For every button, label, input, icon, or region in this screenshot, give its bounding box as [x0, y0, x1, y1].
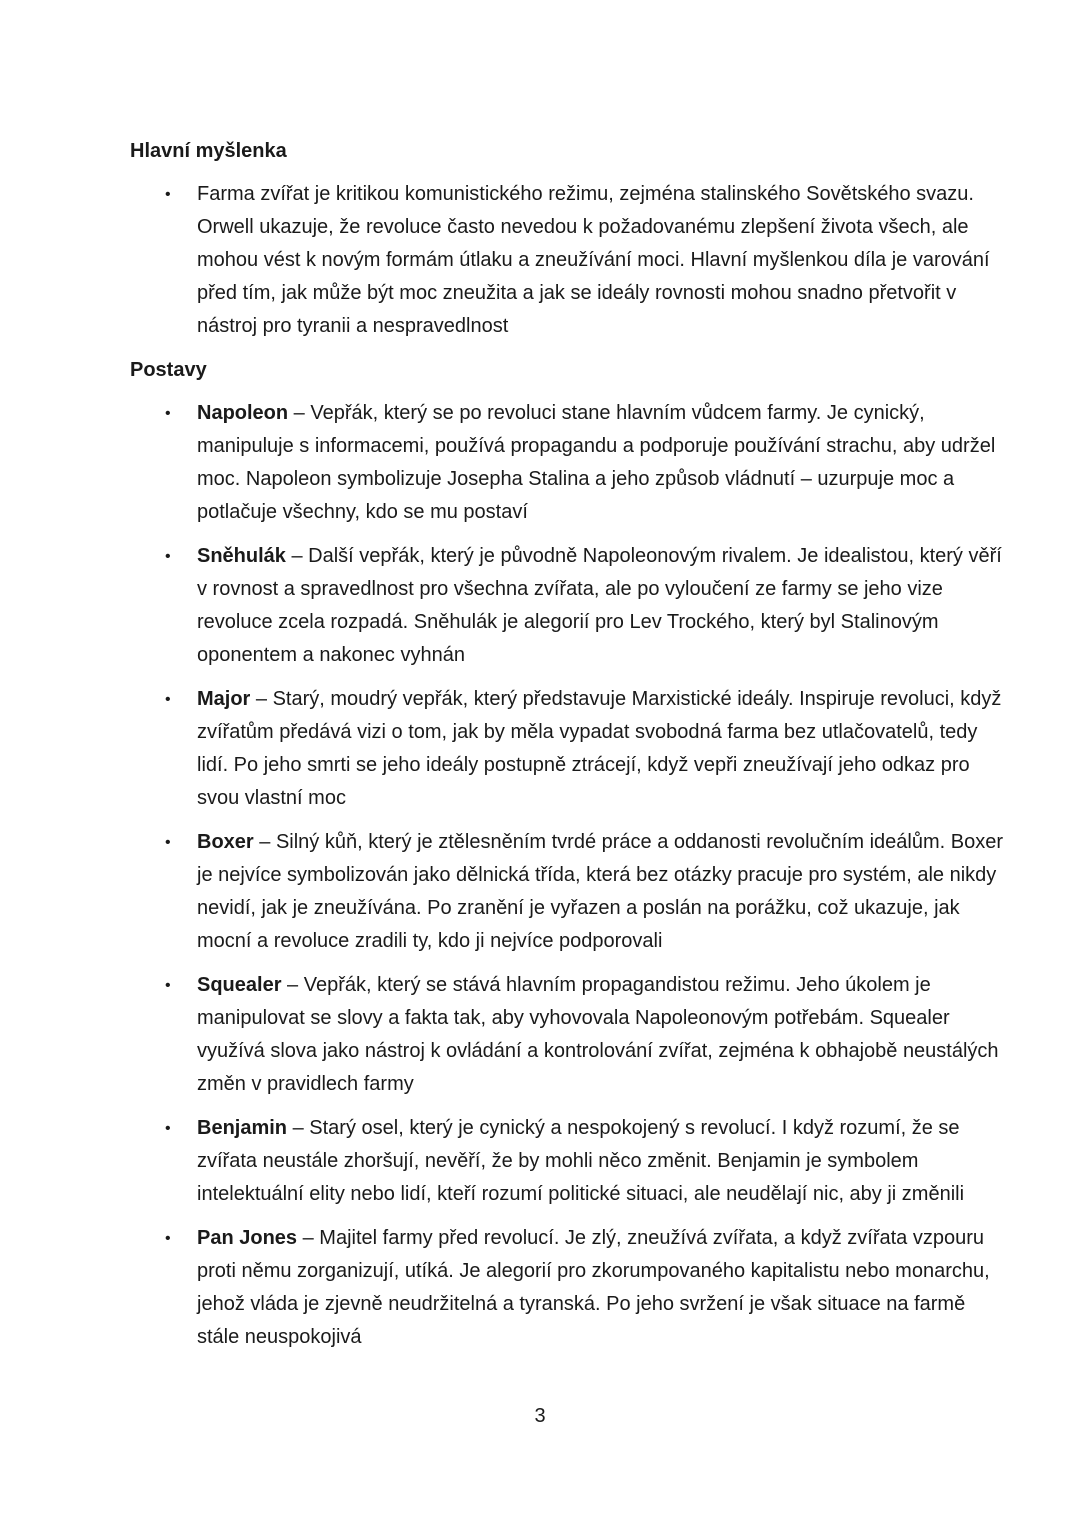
list-item-benjamin: [130, 1112, 1008, 1211]
item-separator: –: [281, 974, 304, 996]
character-name: Pan Jones: [197, 1227, 298, 1249]
list-item-text: [197, 1222, 1008, 1354]
list-item-napoleon: [130, 397, 1008, 529]
bullet-icon: •: [165, 405, 171, 422]
item-description: Farma zvířat je kritikou komunistického režimu, zejména stalinského Sovětského svazu. Orwell ukazuje, že revoluce často nevedou k požadovanému zlepšení života všech, ale mohou vést k novým formám útlaku a zneužívání moci. Hlavní myšlenkou díla je varování před tím, jak může být moc zneužita a jak se ideály rovnosti mohou snadno přetvořit v nástroj pro tyranii a nespravedlnost: [197, 183, 990, 337]
list-item-boxer: [130, 826, 1008, 958]
character-name: Squealer: [197, 974, 282, 996]
bullet-icon: •: [165, 548, 171, 565]
bullet-icon: •: [165, 834, 171, 851]
character-description: Starý, moudrý vepřák, který představuje Marxistické ideály. Inspiruje revoluci, když zvířatům předává vizi o tom, jak by měla vypadat svobodná farma bez utlačovatelů, tedy lidí. Po jeho smrti se jeho ideály postupně ztrácejí, když vepři zneužívají jeho odkaz pro svou vlastní moc: [197, 688, 1002, 809]
character-name: Napoleon: [197, 402, 289, 424]
bullet-icon: •: [165, 977, 171, 994]
item-separator: –: [285, 545, 309, 567]
characters-list: [130, 397, 1008, 1354]
character-name: Sněhulák: [197, 545, 286, 567]
list-item-major: [130, 683, 1008, 815]
list-item-snehulak: [130, 540, 1008, 672]
item-separator: –: [287, 1117, 310, 1139]
character-name: Major: [197, 688, 251, 710]
item-separator: –: [288, 402, 311, 424]
character-description: Silný kůň, který je ztělesněním tvrdé práce a oddanosti revolučním ideálům. Boxer je nejvíce symbolizován jako dělnická třída, která bez otázky pracuje pro systém, ale nikdy nevidí, jak je zneužívána. Po zranění je vyřazen a poslán na porážku, což ukazuje, jak mocní a revoluce zradili ty, kdo ji nejvíce podporovali: [197, 831, 1003, 952]
list-item-text: [197, 540, 1008, 672]
list-item-text: [197, 1112, 1008, 1211]
character-description: Starý osel, který je cynický a nespokojený s revolucí. I když rozumí, že se zvířata neustále zhoršují, nevěří, že by mohli něco změnit. Benjamin je symbolem intelektuální elity nebo lidí, kteří rozumí politické situaci, ale neudělají nic, aby ji změnili: [197, 1117, 965, 1205]
character-name: Boxer: [197, 831, 254, 853]
bullet-icon: •: [165, 1120, 171, 1137]
list-item-text: [197, 178, 1008, 343]
list-item: [130, 178, 1008, 343]
main-idea-list: [130, 178, 1008, 343]
heading-main-idea: Hlavní myšlenka: [130, 140, 287, 162]
list-item-text: [197, 683, 1008, 815]
character-description: Vepřák, který se stává hlavním propagandistou režimu. Jeho úkolem je manipulovat se slovy a fakta tak, aby vyhovovala Napoleonovým potřebám. Squealer využívá slova jako nástroj k ovládání a kontrolování zvířat, zejména k obhajobě neustálých změn v pravidlech farmy: [197, 974, 999, 1095]
list-item-squealer: [130, 969, 1008, 1101]
character-description: Další vepřák, který je původně Napoleonovým rivalem. Je idealistou, který věří v rovnost a spravedlnost pro všechna zvířata, ale po vyloučení ze farmy se jeho vize revoluce zcela rozpadá. Sněhulák je alegorií pro Lev Trockého, který byl Stalinovým oponentem a nakonec vyhnán: [197, 545, 1002, 666]
list-item-text: [197, 826, 1008, 958]
bullet-icon: •: [165, 691, 171, 708]
bullet-icon: •: [165, 186, 171, 203]
bullet-icon: •: [165, 1230, 171, 1247]
character-name: Benjamin: [197, 1117, 288, 1139]
heading-characters: Postavy: [130, 359, 207, 381]
list-item-pan-jones: [130, 1222, 1008, 1354]
item-separator: –: [297, 1227, 320, 1249]
page-number: 3: [534, 1405, 546, 1427]
item-separator: –: [253, 831, 276, 853]
list-item-text: [197, 397, 1008, 529]
list-item-text: [197, 969, 1008, 1101]
item-separator: –: [250, 688, 273, 710]
character-description: Majitel farmy před revolucí. Je zlý, zneužívá zvířata, a když zvířata vzpouru proti němu zorganizují, utíká. Je alegorií pro zkorumpovaného kapitalistu nebo monarchu, jehož vláda je zjevně neudržitelná a tyranská. Po jeho svržení je však situace na farmě stále neuspokojivá: [197, 1227, 990, 1348]
character-description: Vepřák, který se po revoluci stane hlavním vůdcem farmy. Je cynický, manipuluje s informacemi, používá propagandu a podporuje používání strachu, aby udržel moc. Napoleon symbolizuje Josepha Stalina a jeho způsob vládnutí – uzurpuje moc a potlačuje všechny, kdo se mu postaví: [197, 402, 996, 523]
